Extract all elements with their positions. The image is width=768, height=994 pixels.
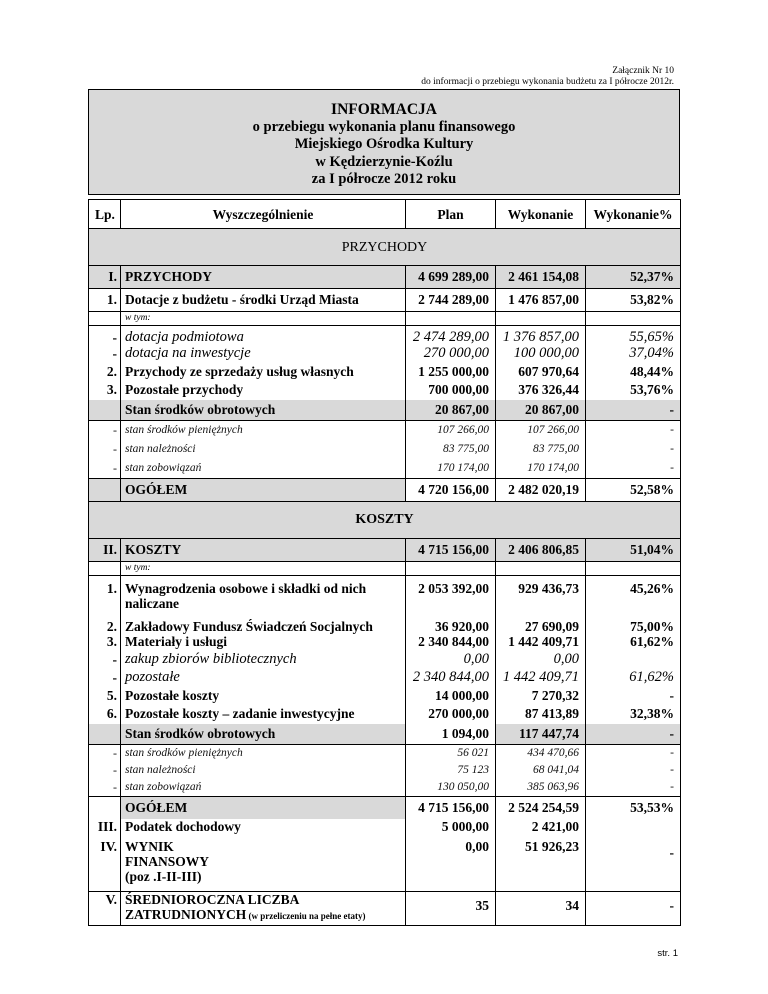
- row-lp: [89, 724, 121, 745]
- page-number: str. 1: [657, 948, 678, 959]
- financial-table: [88, 199, 681, 926]
- row-lp: 3.: [89, 382, 121, 400]
- row-percent: -: [586, 724, 681, 745]
- row-description-line-2: naliczane: [125, 595, 179, 611]
- row-percent: 53,53%: [586, 797, 681, 820]
- row-plan: 1 094,00: [406, 724, 496, 745]
- section-costs: [89, 501, 681, 538]
- row-plan: 1 255 000,00: [406, 364, 496, 382]
- row-percent: -: [586, 891, 681, 925]
- row-lp: -: [89, 779, 121, 797]
- row-lp: -: [89, 440, 121, 459]
- row-percent: 48,44%: [586, 364, 681, 382]
- row-percent: -: [586, 745, 681, 763]
- header-description: Wyszczególnienie: [121, 200, 406, 229]
- row-description: pozostałe: [121, 670, 406, 688]
- row-percent: -: [586, 400, 681, 421]
- table-row: [89, 364, 681, 382]
- row-execution: 68 041,04: [496, 762, 586, 779]
- row-description: [121, 839, 406, 891]
- row-description: Podatek dochodowy: [121, 819, 406, 839]
- table-row: [89, 891, 681, 925]
- row-execution: 107 266,00: [496, 420, 586, 440]
- row-percent: 52,58%: [586, 478, 681, 501]
- row-lp: II.: [89, 538, 121, 561]
- row-plan: [406, 561, 496, 575]
- table-row: [89, 819, 681, 839]
- table-row: [89, 538, 681, 561]
- row-plan: 2 053 392,00: [406, 575, 496, 615]
- title-heading: INFORMACJA: [331, 101, 437, 118]
- annex-description: do informacji o przebiegu wykonania budżetu za I półrocze 2012r.: [421, 77, 674, 87]
- row-description-line-1: WYNIK: [125, 839, 174, 854]
- row-description: w tym:: [121, 312, 406, 326]
- row-percent: 55,65%: [586, 326, 681, 346]
- row-plan: 2 744 289,00: [406, 289, 496, 312]
- row-lp: [89, 312, 121, 326]
- title-line-4: w Kędzierzynie-Koźlu: [315, 153, 453, 170]
- row-plan: 170 174,00: [406, 459, 496, 479]
- row-lp: -: [89, 346, 121, 364]
- row-description: OGÓŁEM: [121, 478, 406, 501]
- row-plan: 5 000,00: [406, 819, 496, 839]
- row-percent: 51,04%: [586, 538, 681, 561]
- row-lp: IV.: [89, 839, 121, 891]
- row-percent: 45,26%: [586, 575, 681, 615]
- table-header-row: [89, 200, 681, 229]
- row-percent: 53,82%: [586, 289, 681, 312]
- row-description: dotacja na inwestycje: [121, 346, 406, 364]
- table-row: [89, 634, 681, 652]
- row-description: stan zobowiązań: [121, 459, 406, 479]
- row-description: Zakładowy Fundusz Świadczeń Socjalnych: [121, 615, 406, 634]
- row-plan: 35: [406, 891, 496, 925]
- row-execution: 27 690,09: [496, 615, 586, 634]
- row-description-line-1: ŚREDNIOROCZNA LICZBA: [125, 891, 300, 907]
- row-plan: 36 920,00: [406, 615, 496, 634]
- row-execution: 929 436,73: [496, 575, 586, 615]
- row-plan: 4 699 289,00: [406, 266, 496, 289]
- row-execution: 100 000,00: [496, 346, 586, 364]
- table-row: [89, 779, 681, 797]
- row-description: Stan środków obrotowych: [121, 724, 406, 745]
- section-income-title: PRZYCHODY: [89, 229, 681, 266]
- row-lp: 1.: [89, 289, 121, 312]
- table-row: [89, 670, 681, 688]
- section-costs-title: KOSZTY: [89, 501, 681, 538]
- table-row: [89, 312, 681, 326]
- row-execution: 83 775,00: [496, 440, 586, 459]
- table-row: [89, 652, 681, 670]
- row-execution: 1 476 857,00: [496, 289, 586, 312]
- row-lp: -: [89, 745, 121, 763]
- row-percent: 32,38%: [586, 706, 681, 724]
- row-execution: 385 063,96: [496, 779, 586, 797]
- row-execution: 434 470,66: [496, 745, 586, 763]
- row-percent: -: [586, 459, 681, 479]
- table-row: [89, 797, 681, 820]
- row-lp: -: [89, 459, 121, 479]
- row-plan: 2 474 289,00: [406, 326, 496, 346]
- row-lp: -: [89, 652, 121, 670]
- row-execution: 376 326,44: [496, 382, 586, 400]
- row-execution: 2 406 806,85: [496, 538, 586, 561]
- table-row: [89, 440, 681, 459]
- row-plan: 20 867,00: [406, 400, 496, 421]
- header-execution-percent: Wykonanie%: [586, 200, 681, 229]
- section-income: [89, 229, 681, 266]
- row-lp: 5.: [89, 688, 121, 706]
- row-execution: 1 376 857,00: [496, 326, 586, 346]
- row-execution: 607 970,64: [496, 364, 586, 382]
- row-description: Stan środków obrotowych: [121, 400, 406, 421]
- row-lp: [89, 797, 121, 820]
- table-row: [89, 266, 681, 289]
- row-execution: 2 482 020,19: [496, 478, 586, 501]
- row-percent: [586, 652, 681, 670]
- row-lp: [89, 478, 121, 501]
- row-execution: 51 926,23: [496, 839, 586, 891]
- row-plan: 4 715 156,00: [406, 538, 496, 561]
- row-plan: 2 340 844,00: [406, 670, 496, 688]
- table-row: [89, 346, 681, 364]
- row-description: stan zobowiązań: [121, 779, 406, 797]
- row-description: OGÓŁEM: [121, 797, 406, 820]
- table-row: [89, 724, 681, 745]
- table-row: [89, 706, 681, 724]
- row-execution: [496, 561, 586, 575]
- row-plan: 56 021: [406, 745, 496, 763]
- row-execution: 87 413,89: [496, 706, 586, 724]
- row-percent: 75,00%: [586, 615, 681, 634]
- header-execution: Wykonanie: [496, 200, 586, 229]
- table-row: [89, 745, 681, 763]
- row-percent: [586, 312, 681, 326]
- row-description: Przychody ze sprzedaży usług własnych: [121, 364, 406, 382]
- row-plan: 270 000,00: [406, 706, 496, 724]
- row-execution: 2 421,00: [496, 819, 586, 839]
- employment-note: (w przeliczeniu na pełne etaty): [246, 910, 366, 921]
- row-description: KOSZTY: [121, 538, 406, 561]
- row-description-line-2: [125, 907, 399, 924]
- row-percent: [586, 561, 681, 575]
- row-plan: 4 715 156,00: [406, 797, 496, 820]
- row-description: stan należności: [121, 440, 406, 459]
- table-row: [89, 615, 681, 634]
- annex-number: Załącznik Nr 10: [612, 66, 674, 76]
- row-lp: I.: [89, 266, 121, 289]
- row-percent: 61,62%: [586, 670, 681, 688]
- row-plan: 0,00: [406, 652, 496, 670]
- row-plan: 2 340 844,00: [406, 634, 496, 652]
- row-description: Pozostałe przychody: [121, 382, 406, 400]
- title-line-2: o przebiegu wykonania planu finansowego: [252, 118, 516, 135]
- row-plan: 107 266,00: [406, 420, 496, 440]
- row-plan: 83 775,00: [406, 440, 496, 459]
- title-line-3: Miejskiego Ośrodka Kultury: [294, 136, 474, 152]
- row-description: [121, 575, 406, 615]
- row-description: Pozostałe koszty – zadanie inwestycyjne: [121, 706, 406, 724]
- row-description: w tym:: [121, 561, 406, 575]
- row-execution: 1 442 409,71: [496, 670, 586, 688]
- row-lp: [89, 561, 121, 575]
- row-lp: III.: [89, 819, 121, 839]
- row-execution: 2 524 254,59: [496, 797, 586, 820]
- row-lp: [89, 400, 121, 421]
- row-plan: 4 720 156,00: [406, 478, 496, 501]
- row-plan: 14 000,00: [406, 688, 496, 706]
- row-execution: 34: [496, 891, 586, 925]
- row-lp: V.: [89, 891, 121, 925]
- row-description-line-1: Wynagrodzenia osobowe i składki od nich: [125, 580, 367, 596]
- row-percent: 52,37%: [586, 266, 681, 289]
- row-lp: -: [89, 420, 121, 440]
- row-description-line-3: (poz .I-II-III): [125, 869, 202, 884]
- row-percent: -: [586, 420, 681, 440]
- row-description: Dotacje z budżetu - środki Urząd Miasta: [121, 289, 406, 312]
- row-plan: 700 000,00: [406, 382, 496, 400]
- row-description: stan środków pieniężnych: [121, 745, 406, 763]
- row-percent: -: [586, 762, 681, 779]
- row-percent: -: [586, 839, 681, 891]
- row-description: stan środków pieniężnych: [121, 420, 406, 440]
- row-percent: -: [586, 688, 681, 706]
- row-execution: 20 867,00: [496, 400, 586, 421]
- row-execution: 2 461 154,08: [496, 266, 586, 289]
- table-row: [89, 575, 681, 615]
- row-lp: 2.: [89, 615, 121, 634]
- row-plan: 75 123: [406, 762, 496, 779]
- row-percent: 61,62%: [586, 634, 681, 652]
- row-lp: 1.: [89, 575, 121, 615]
- table-row: [89, 382, 681, 400]
- row-description: zakup zbiorów bibliotecznych: [121, 652, 406, 670]
- row-lp: 3.: [89, 634, 121, 652]
- row-description: [121, 891, 406, 925]
- title-box: [88, 89, 680, 195]
- row-execution: 1 442 409,71: [496, 634, 586, 652]
- annex-note: [421, 66, 674, 88]
- row-plan: [406, 312, 496, 326]
- row-execution: 0,00: [496, 652, 586, 670]
- table-row: [89, 478, 681, 501]
- row-lp: -: [89, 762, 121, 779]
- row-description: PRZYCHODY: [121, 266, 406, 289]
- table-row: [89, 289, 681, 312]
- row-percent: 37,04%: [586, 346, 681, 364]
- row-percent: 53,76%: [586, 382, 681, 400]
- row-percent: [586, 819, 681, 839]
- row-description: Materiały i usługi: [121, 634, 406, 652]
- row-execution: 170 174,00: [496, 459, 586, 479]
- row-plan: 270 000,00: [406, 346, 496, 364]
- row-execution: 117 447,74: [496, 724, 586, 745]
- header-plan: Plan: [406, 200, 496, 229]
- table-row: [89, 688, 681, 706]
- employment-label: ZATRUDNIONYCH: [125, 906, 247, 922]
- row-plan: 0,00: [406, 839, 496, 891]
- row-lp: 2.: [89, 364, 121, 382]
- row-percent: -: [586, 779, 681, 797]
- table-row: [89, 839, 681, 891]
- row-description-line-2: FINANSOWY: [125, 854, 210, 869]
- header-lp: Lp.: [89, 200, 121, 229]
- table-row: [89, 459, 681, 479]
- table-row: [89, 400, 681, 421]
- table-row: [89, 762, 681, 779]
- row-description: Pozostałe koszty: [121, 688, 406, 706]
- table-row: [89, 326, 681, 346]
- row-percent: -: [586, 440, 681, 459]
- row-execution: [496, 312, 586, 326]
- row-lp: 6.: [89, 706, 121, 724]
- row-lp: -: [89, 670, 121, 688]
- row-description: dotacja podmiotowa: [121, 326, 406, 346]
- row-plan: 130 050,00: [406, 779, 496, 797]
- row-lp: -: [89, 326, 121, 346]
- title-line-5: za I półrocze 2012 roku: [311, 171, 457, 187]
- row-description: stan należności: [121, 762, 406, 779]
- table-row: [89, 420, 681, 440]
- table-row: [89, 561, 681, 575]
- row-execution: 7 270,32: [496, 688, 586, 706]
